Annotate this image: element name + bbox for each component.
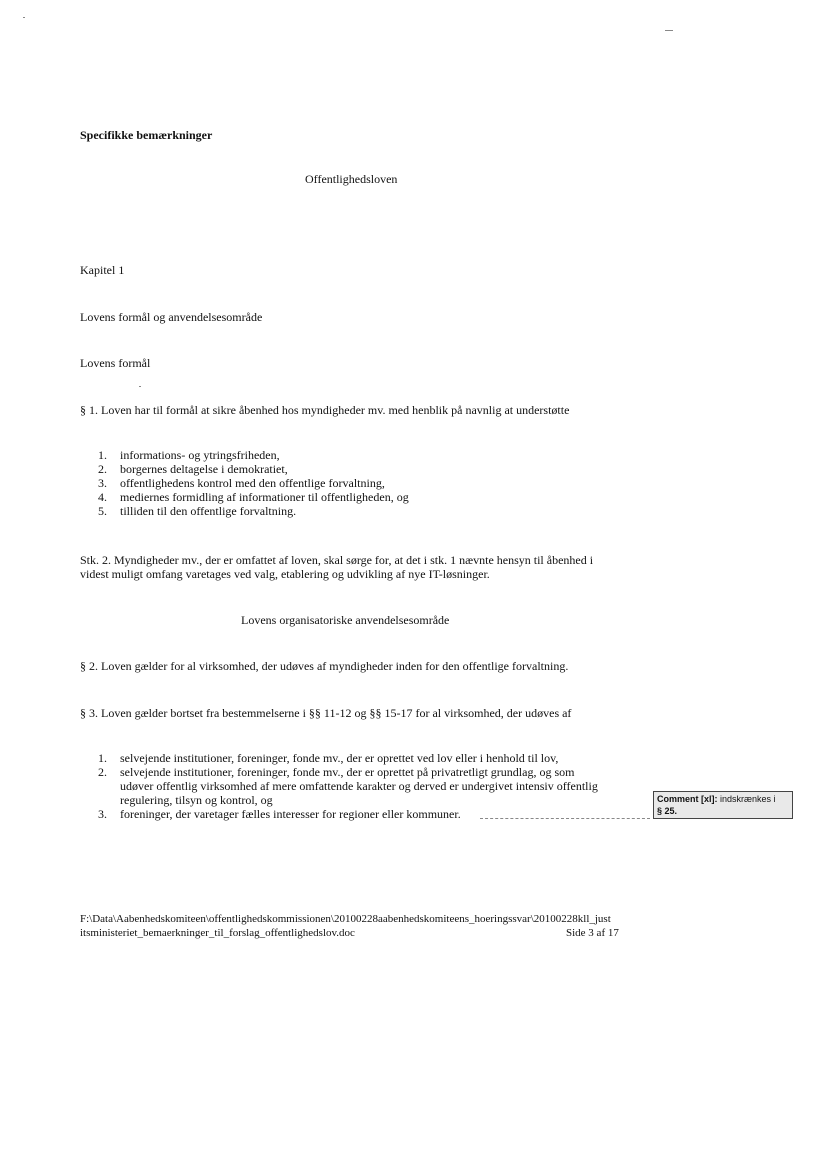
list-item: 2. borgernes deltagelse i demokratiet, [98, 462, 288, 476]
law-title: Offentlighedsloven [305, 172, 398, 186]
comment-connector [480, 818, 650, 819]
scan-speck [665, 30, 673, 31]
paragraph-1: § 1. Loven har til formål at sikre åbenhed hos myndigheder mv. med henblik på navnlig at understøtte [80, 403, 570, 417]
list-item: 3. foreninger, der varetager fælles interesser for regioner eller kommuner. [98, 807, 461, 821]
footer-page-number: Side 3 af 17 [566, 927, 619, 939]
scan-speck [23, 17, 25, 18]
list-item: 2. selvejende institutioner, foreninger, fonde mv., der er oprettet på privatretligt grundlag, og som udøver offentlig virksomhed af mere omfattende karakter og derved er undergivet intensiv offentlig regulering, tilsyn og kontrol, og [98, 765, 598, 807]
subheading-purpose: Lovens formål [80, 356, 151, 370]
section-heading: Specifikke bemærkninger [80, 128, 213, 142]
list-item: 3. offentlighedens kontrol med den offentlige forvaltning, [98, 476, 385, 490]
comment-label: Comment [xl]: [657, 794, 718, 804]
comment-text: indskrænkes i [720, 794, 776, 804]
scan-speck [139, 386, 141, 387]
list-item: 1. selvejende institutioner, foreninger, fonde mv., der er oprettet ved lov eller i henhold til lov, [98, 751, 559, 765]
scope-list [80, 751, 598, 821]
comment-balloon[interactable] [653, 791, 793, 819]
footer-path-line-2: itsministeriet_bemaerkninger_til_forslag_offentlighedslov.doc [80, 927, 355, 939]
paragraph-2-line-2: videst muligt omfang varetages ved valg, etablering og udvikling af nye IT-løsninger. [80, 567, 490, 581]
list-item: 5. tilliden til den offentlige forvaltning. [98, 504, 297, 518]
list-item: 4. mediernes formidling af informationer til offentligheden, og [98, 490, 409, 504]
chapter-label: Kapitel 1 [80, 263, 125, 277]
chapter-title: Lovens formål og anvendelsesområde [80, 310, 263, 324]
paragraph-3: § 2. Loven gælder for al virksomhed, der udøves af myndigheder inden for den offentlige forvaltning. [80, 659, 569, 673]
purpose-list [80, 448, 409, 518]
paragraph-4: § 3. Loven gælder bortset fra bestemmelserne i §§ 11-12 og §§ 15-17 for al virksomhed, der udøves af [80, 706, 572, 720]
paragraph-2-line-1: Stk. 2. Myndigheder mv., der er omfattet af loven, skal sørge for, at det i stk. 1 nævnte hensyn til åbenhed i [80, 553, 594, 567]
subheading-scope: Lovens organisatoriske anvendelsesområde [241, 613, 450, 627]
comment-ref: § 25. [657, 806, 678, 816]
list-item: 1. informations- og ytringsfriheden, [98, 448, 280, 462]
footer-path-line-1: F:\Data\Aabenhedskomiteen\offentlighedskommissionen\20100228aabenhedskomiteens_hoeringssvar\20100228kll_just [80, 913, 611, 925]
